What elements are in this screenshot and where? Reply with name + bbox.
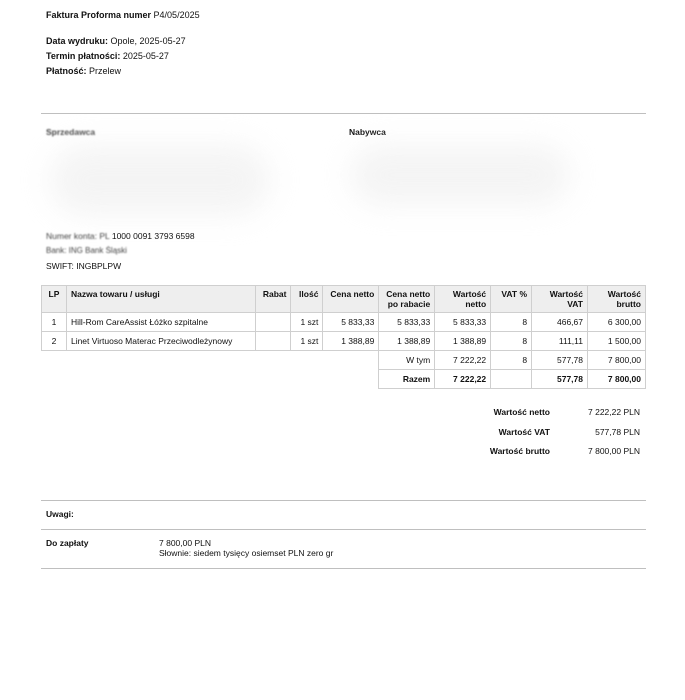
total-net-row [470,407,640,427]
total-gross-label: Wartość brutto [489,446,550,456]
divider [41,500,646,501]
total-gross-row [470,446,640,466]
spacer [42,370,379,389]
total-vat-label: Wartość VAT [498,426,550,437]
payment-label: Płatność: [46,66,87,76]
col-name: Nazwa towaru / usługi [66,286,256,313]
table-row-wtym [42,351,646,370]
cell-vat: 466,67 [532,313,588,332]
cell-net: 1 388,89 [435,332,491,351]
cell-lp: 2 [42,332,67,351]
razem-vat: 577,78 [532,370,588,389]
items-table [41,285,646,389]
buyer-label: Nabywca [349,127,386,137]
wtym-gross: 7 800,00 [587,351,645,370]
wtym-vat-pct: 8 [491,351,532,370]
cell-price: 1 388,89 [323,332,379,351]
col-qty: Ilość [291,286,323,313]
account-label: Numer konta: PL [46,231,110,241]
cell-qty: 1 szt [291,313,323,332]
divider [41,529,646,530]
col-price-disc: Cena netto po rabacie [379,286,435,313]
invoice-number: P4/05/2025 [153,10,200,20]
razem-net: 7 222,22 [435,370,491,389]
redacted-seller-block [50,145,270,215]
cell-gross: 6 300,00 [587,313,645,332]
print-date-value: Opole, 2025-05-27 [110,36,186,46]
print-date-label: Data wydruku: [46,36,109,46]
cell-vat: 111,11 [532,332,588,351]
col-gross: Wartość brutto [587,286,645,313]
cell-vat-pct: 8 [491,332,532,351]
bank-name: Bank: ING Bank Śląski [46,246,127,255]
total-vat-value: 577,78 PLN [595,426,640,437]
razem-gross: 7 800,00 [587,370,645,389]
wtym-vat: 577,78 [532,351,588,370]
swift-code: SWIFT: INGBPLPW [46,261,122,271]
spacer [42,351,379,370]
cell-net: 5 833,33 [435,313,491,332]
cell-rabat [256,313,291,332]
payment-due-label: Do zapłaty [46,538,89,548]
payment-amount-words: Słownie: siedem tysięcy osiemset PLN zero gr [159,548,334,558]
due-date [46,51,169,61]
wtym-label: W tym [379,351,435,370]
table-row [42,332,646,351]
invoice-title [46,10,200,20]
cell-name: Linet Virtuoso Materac Przeciwodleżynowy [66,332,256,351]
cell-vat-pct: 8 [491,313,532,332]
payment-method [46,66,121,76]
table-header-row [42,286,646,313]
col-vat-pct: VAT % [491,286,532,313]
divider [41,568,646,569]
table-row [42,313,646,332]
cell-qty: 1 szt [291,332,323,351]
total-net-value: 7 222,22 PLN [588,407,640,417]
title-label: Faktura Proforma numer [46,10,152,20]
col-rabat: Rabat [256,286,291,313]
cell-lp: 1 [42,313,67,332]
col-price: Cena netto [323,286,379,313]
redacted-buyer-block [350,145,570,205]
total-net-label: Wartość netto [493,407,550,417]
total-gross-value: 7 800,00 PLN [588,446,640,456]
cell-price-disc: 5 833,33 [379,313,435,332]
payment-value: Przelew [89,66,122,76]
print-date [46,36,186,46]
account-value: 1000 0091 3793 6598 [111,231,195,241]
due-value: 2025-05-27 [122,51,169,61]
wtym-net: 7 222,22 [435,351,491,370]
seller-label: Sprzedawca [46,127,96,137]
cell-gross: 1 500,00 [587,332,645,351]
razem-vat-pct [491,370,532,389]
total-vat-row [470,427,640,447]
divider [41,113,646,114]
col-vat: Wartość VAT [532,286,588,313]
payment-due-amount: 7 800,00 PLN [159,538,211,548]
table-row-razem [42,370,646,389]
razem-label: Razem [379,370,435,389]
notes-label: Uwagi: [46,509,74,519]
col-net: Wartość netto [435,286,491,313]
cell-name: Hill-Rom CareAssist Łóżko szpitalne [66,313,256,332]
cell-price-disc: 1 388,89 [379,332,435,351]
col-lp: LP [42,286,67,313]
cell-price: 5 833,33 [323,313,379,332]
due-label: Termin płatności: [46,51,121,61]
cell-rabat [256,332,291,351]
bank-account [46,231,195,241]
totals-summary [470,407,640,466]
